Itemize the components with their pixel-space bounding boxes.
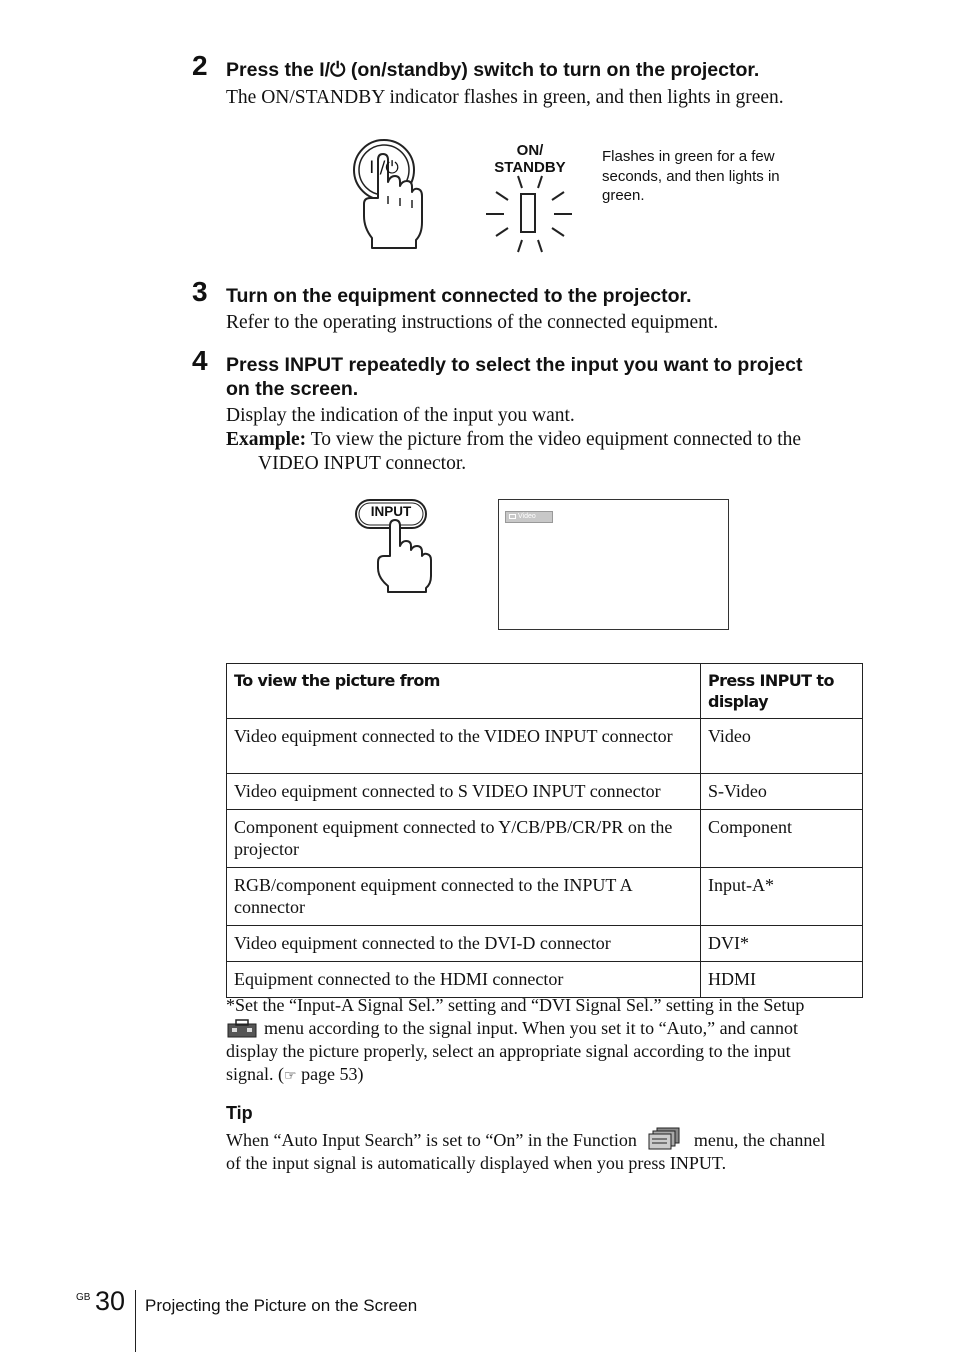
indicator-caption-line1: Flashes in green for a few	[602, 148, 775, 165]
table-header-row	[227, 664, 863, 719]
indicator-caption-line3: green.	[602, 187, 645, 204]
step-2-heading	[226, 58, 926, 82]
table-row	[227, 810, 863, 868]
step-4-heading-line1: Press INPUT repeatedly to select the input you want to project	[226, 354, 803, 376]
step-3-heading: Turn on the equipment connected to the projector.	[226, 285, 692, 307]
table-cell: Video	[701, 719, 863, 774]
step-4-body: Display the indication of the input you want.	[226, 405, 575, 426]
table-cell: HDMI	[701, 962, 863, 998]
table-row	[227, 926, 863, 962]
tip-body	[226, 1127, 876, 1175]
footer-page-number: 30	[95, 1286, 126, 1316]
table-row	[227, 868, 863, 926]
example-text-line2: VIDEO INPUT connector.	[258, 453, 467, 474]
step-4-heading-line2: on the screen.	[226, 378, 359, 400]
hand-press-icon	[350, 138, 430, 256]
step-4-example	[226, 428, 926, 476]
indicator-caption-line2: seconds, and then lights in	[602, 167, 780, 185]
table-cell: Video equipment connected to the VIDEO INPUT connector	[227, 719, 701, 774]
on-standby-label-line1: ON/	[516, 142, 544, 159]
example-text-line1: To view the picture from the video equipment connected to the	[310, 429, 802, 450]
screen-display-illustration	[498, 499, 729, 630]
tip-line1-post: menu, the channel	[693, 1130, 826, 1150]
input-indicator-badge	[505, 511, 553, 523]
tip-title: Tip	[226, 1103, 253, 1123]
table-cell: S-Video	[701, 774, 863, 810]
indicator-caption	[602, 147, 832, 206]
table-cell: Component	[701, 810, 863, 868]
footnote-line4-wrap	[226, 1063, 876, 1088]
on-standby-label-line2: STANDBY	[494, 159, 566, 176]
tip-line2: of the input signal is automatically displayed when you press INPUT.	[226, 1153, 727, 1173]
footer-region-code: GB	[76, 1292, 91, 1303]
input-icon	[509, 514, 516, 519]
step-3-body: Refer to the operating instructions of the connected equipment.	[226, 312, 719, 333]
pointing-hand-icon: ☞	[284, 1068, 297, 1084]
footer-section-title: Projecting the Picture on the Screen	[145, 1296, 418, 1315]
power-switch-label: I /⏻	[369, 158, 399, 178]
footnote-line2-wrap	[226, 1017, 876, 1040]
footnote-line1: *Set the “Input-A Signal Sel.” setting and “DVI Signal Sel.” setting in the Setup	[226, 995, 805, 1015]
table-header: Press INPUT to display	[701, 664, 863, 719]
table-cell: Input-A*	[701, 868, 863, 926]
table-header: To view the picture from	[227, 664, 701, 719]
table-row	[227, 774, 863, 810]
input-button-label: INPUT	[370, 504, 412, 519]
step-number-4: 4	[192, 345, 208, 376]
step-2-body: The ON/STANDBY indicator flashes in green, and then lights in green.	[226, 87, 784, 108]
step-number-2: 2	[192, 50, 208, 81]
table-cell: RGB/component equipment connected to the INPUT A connector	[227, 868, 701, 926]
table-row	[227, 719, 863, 774]
input-table	[226, 663, 863, 998]
power-switch-illustration	[350, 138, 430, 256]
footnote-line3: display the picture properly, select an appropriate signal according to the input	[226, 1041, 791, 1061]
footnote-line2: menu according to the signal input. When you set it to “Auto,” and cannot	[264, 1018, 799, 1038]
table-row	[227, 962, 863, 998]
input-button-illustration	[354, 498, 434, 594]
example-label: Example:	[226, 429, 307, 450]
flashing-indicator-icon	[480, 172, 580, 258]
tip-line1-pre: When “Auto Input Search” is set to “On” in the Function	[226, 1130, 637, 1150]
table-cell: DVI*	[701, 926, 863, 962]
footer-divider	[135, 1290, 136, 1352]
input-indicator-text: Video	[518, 513, 536, 520]
tip-line1-wrap	[226, 1127, 876, 1152]
step-2-heading-text: Press the I/⏻ (on/standby) switch to turn on the projector.	[226, 59, 760, 81]
on-standby-label	[480, 142, 580, 176]
step-number-3: 3	[192, 276, 208, 307]
stacked-windows-icon	[647, 1127, 683, 1151]
toolbox-icon	[226, 1018, 258, 1038]
table-cell: Video equipment connected to S VIDEO INPUT connector	[227, 774, 701, 810]
step-4-heading	[226, 353, 926, 401]
table-cell: Video equipment connected to the DVI-D connector	[227, 926, 701, 962]
table-cell: Equipment connected to the HDMI connector	[227, 962, 701, 998]
table-cell: Component equipment connected to Y/CB/PB/CR/PR on the projector	[227, 810, 701, 868]
footnote	[226, 994, 876, 1088]
footnote-page-ref[interactable]: page 53)	[301, 1064, 364, 1084]
footnote-line4-pre: signal. (	[226, 1064, 284, 1084]
